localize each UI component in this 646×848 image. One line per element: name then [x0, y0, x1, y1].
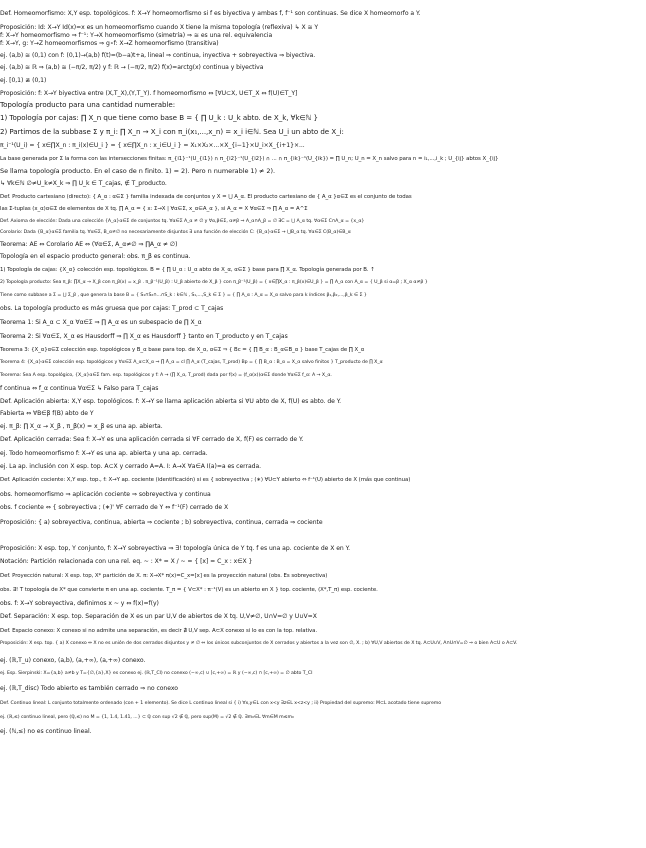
- note-line: Teorema 1: Si A_α ⊂ X_α ∀α∈Σ ⇒ ∏ A_α es un subespacio de ∏ X_α: [0, 319, 202, 326]
- note-line: Corolario: Dada {B_α}α∈Σ familia tq. ∀α∈Σ, B_α≠∅ no necesariamente disjuntos ∃ una función de elección C: {B_α}α∈Σ → ⋃B_α tq. ∀α∈Σ C(B_α)∈B_α: [0, 230, 351, 235]
- note-line: La base generada por Σ la forma con las intersecciones finitas: π_{i1}⁻¹(U_{i1}) ∩ π_{i2}⁻¹(U_{i2}) ∩ ... ∩ π_{ik}⁻¹(U_{ik}) = ∏ U_n; U_n = X_n salvo para n = i₁,...,i_k ; U_{ij} abtos X_{ij}: [0, 156, 499, 162]
- note-line: Def. Producto cartesiano (directo): { A_α : α∈Σ } familia indexada de conjuntos y X = ⋃ A_α. El producto cartesiano de { A_α }α∈Σ es el conjunto de todas: [0, 194, 412, 200]
- note-line: ej. La ap. inclusión con X esp. top. A⊂X y cerrado A=Ā. I: A→X ∀a∈A I(a)=a es cerrada.: [0, 463, 262, 470]
- note-line: Notación: Partición relacionada con una rel. eq. ~ : X* = X / ~ = { [x] = C_x : x∈X }: [0, 558, 253, 565]
- note-line: ej. Esp. Sierpinski: X={a,b} a≠b y T={∅,{a},X} es conexo ej. (ℝ,T_CI) no conexo (−∞,c) ∪ [c,+∞) = ℝ y (−∞,c) ∩ [c,+∞) = ∅ abto T_CI: [0, 671, 313, 676]
- note-line: ej. (ℝ,T_u) conexo, (a,b), (a,+∞), (a,+∞) conexo.: [0, 657, 146, 664]
- note-line: Def. Separación: X esp. top. Separación de X es un par U,V de abiertos de X tq. U,V≠∅, U∩V=∅ y U∪V=X: [0, 613, 317, 620]
- note-line: Teorema 3: {X_α}α∈Σ colección esp. topológicos y B_α base para top. de X_α, α∈Σ ⇒ { Bc = { ∏ B_α : B_α∈B_α } base T_cajas de ∏ X_α: [0, 347, 365, 353]
- note-line: ej. (ℝ,T_disc) Todo abierto es también cerrado ⇒ no conexo: [0, 685, 178, 692]
- note-line: 1) Topología de cajas: {X_α} colección esp. topológicos. B = { ∏ U_α : U_α abto de X_α, α∈Σ } base para ∏ X_α. Topología generada por B. ↑: [0, 267, 375, 273]
- note-line: Def. Proyección natural: X esp. top, X* partición de X. π: X→X* π(x)=C_x=[x] es la proyección natural (obs. Es sobreyectiva): [0, 573, 328, 579]
- note-line: Teorema 2: Si ∀α∈Σ, X_α es Hausdorff ⇒ ∏ X_α es Hausdorff } tanto en T_producto y en T_cajas: [0, 333, 288, 340]
- note-line: ↳ ∀k∈ℕ ∅≠U_k≠X_k ⇒ ∏ U_k ∈ T_cajas, ∉ T_producto.: [0, 180, 167, 187]
- note-line: Teorema: Sea A esp. topológico, {X_α}α∈Σ fam. esp. topológicos y f: A → (∏ X_α, T_prod) dada por f(x) = (f_α(x))α∈Σ donde ∀α∈Σ f_α: A → X_α.: [0, 373, 332, 378]
- note-line: Def. Axioma de elección: Dada una colección {A_α}α∈Σ de conjuntos tq. ∀α∈Σ A_α ≠ ∅ y ∀α,β∈Σ, α≠β ⇒ A_α∩A_β = ∅ ∃C = ⋃ A_α tq. ∀α∈Σ C∩A_α = {x_α}: [0, 219, 365, 224]
- note-line: obs. La topología producto es más gruesa que por cajas: T_prod ⊂ T_cajas: [0, 305, 224, 312]
- note-line: Tiene como subbase a Σ = ⋃ Σ_β , que genera la base B = { S₁∩S₂∩...∩S_k : k∈ℕ , S₁,...,S_k ∈ Σ } = { ∏ A_α : A_α = X_α salvo para k índices β₁,β₂,...,β_k ∈ Σ }: [0, 293, 367, 298]
- note-line: Teorema: AE ⇔ Corolario AE ⇔ (∀α∈Σ, A_α≠∅ ⇒ ∏A_α ≠ ∅): [0, 241, 178, 248]
- note-line: ej. (ℕ,≤) no es continuo lineal.: [0, 728, 92, 735]
- note-line: ej. (a,b) ≅ ℝ ⇒ (a,b) ≅ (−π/2, π/2) y f: ℝ → (−π/2, π/2) f(x)=arctg(x) continua y biyectiva: [0, 64, 264, 71]
- note-line: Proposición: f: X→Y biyectiva entre (X,T_X),(Y,T_Y). f homeomorfismo ⇔ [∀U⊂X, U∈T_X ⇔ f(U)∈T_Y]: [0, 90, 298, 97]
- note-line: obs. f: X→Y sobreyectiva, definimos x ~ y ⇔ f(x)=f(y): [0, 600, 159, 607]
- note-line: ej. Todo homeomorfismo f: X→Y es una ap. abierta y una ap. cerrada.: [0, 450, 208, 457]
- note-line: Def. Espacio conexo: X conexo si no admite una separación, es decir ∄ U,V sep. A⊂X conexo si lo es con la top. relativa.: [0, 628, 318, 634]
- note-line: Teorema 4: {X_α}α∈Σ colección esp. topológicos y ∀α∈Σ A_α⊂X_α ⇒ ∏ Ā_α = cl ∏ A_α (T_cajas, T_prod) Bp = { ∏ B_α : B_α = X_α salvo finitos } T_producto de ∏ X_α: [0, 360, 383, 365]
- note-line: obs. homeomorfismo ⇒ aplicación cociente ⇒ sobreyectiva y continua: [0, 491, 211, 498]
- note-line: Topología en el espacio producto general: obs. π_β es continua.: [0, 253, 191, 260]
- note-line: Def. Homeomorfismo: X,Y esp. topológicos. f: X→Y homeomorfismo si f es biyectiva y ambas f, f⁻¹ son continuas. Se dice X homeomorfo a Y.: [0, 10, 421, 17]
- note-line: Def. Aplicación abierta: X,Y esp. topológicos. f: X→Y se llama aplicación abierta si ∀U abto de X, f(U) es abto. de Y.: [0, 398, 342, 405]
- note-line: ej. π_β: ∏ X_α → X_β , π_β(x) = x_β es una ap. abierta.: [0, 423, 163, 430]
- note-line: obs. ∃! T topología de X* que convierte π en una ap. cociente. T_π = { V⊂X* : π⁻¹(V) es un abierto en X } top. cociente, (X*,T_π) esp. cociente.: [0, 587, 378, 593]
- note-line: f: X→Y homeomorfismo ⇒ f⁻¹: Y→X homeomorfismo (simetría) ⇒ ≅ es una rel. equivalencia: [0, 32, 273, 39]
- note-line: Proposición: X esp. top, Y conjunto, f: X→Y sobreyectiva ⇒ ∃! topología única de Y tq. f es una ap. cociente de X en Y.: [0, 545, 350, 552]
- note-line: f continua ⇔ f_α continua ∀α∈Σ ↳ Falso para T_cajas: [0, 385, 159, 392]
- note-line: ej. [0,1) ≇ (0,1): [0, 77, 47, 84]
- note-line: obs. f cociente ⇔ { sobreyectiva ; (∗)' ∀F cerrado de Y ⇔ f⁻¹(F) cerrado de X: [0, 504, 229, 511]
- note-line: Fabierta ⇔ ∀B∈β f(B) abto de Y: [0, 410, 94, 417]
- note-line: f: X→Y, g: Y→Z homeomorfismos ⇒ g∘f: X→Z homeomorfismo (transitiva): [0, 40, 219, 47]
- note-line: Topología producto para una cantidad numerable:: [0, 101, 176, 109]
- note-line: Def. Continuo lineal: L conjunto totalmente ordenado (con + 1 elemento). Se dice L continuo lineal si { i) ∀x,y∈L con x<y ∃z∈L x<z<y ; ii) Propiedad del supremo: M⊂L acotado tiene supremo: [0, 701, 442, 706]
- note-line: ej. (a,b) ≅ (0,1) con f: (0,1)→(a,b) f(t)=(b−a)t+a, lineal ⇒ continua, inyectiva + sobreyectiva ⇒ biyectiva.: [0, 52, 316, 59]
- note-line: Def. Aplicación cociente: X,Y esp. top., f: X→Y ap. cociente (identificación) si es { sobreyectiva ; (∗) ∀U⊂Y abierto ⇔ f⁻¹(U) abierto de X (más que continua): [0, 477, 411, 483]
- note-line: 2) Topología producto: Sea π_β: ∏X_α → X_β con π_β(x) = x_β . π_β⁻¹(U_β) : U_β abierto de X_β } con π_β⁻¹(U_β) = { x∈∏X_α : π_β(x)∈U_β } = ∏ A_α con A_α = { U_β si α=β ; X_α α≠β }: [0, 280, 428, 285]
- note-line: Se llama topología producto. En el caso de n finito. 1) = 2). Pero n numerable 1) ≠ 2).: [0, 167, 276, 175]
- note-line: Def. Aplicación cerrada: Sea f: X→Y es una aplicación cerrada si ∀F cerrado de X, f(F) es cerrado de Y.: [0, 436, 304, 443]
- note-line: 1) Topología por cajas: ∏ X_n que tiene como base B = { ∏ U_k : U_k abto. de X_k, ∀k∈ℕ }: [0, 114, 318, 122]
- note-line: 2) Partimos de la subbase Σ y π_i: ∏ X_n → X_i con π_i(x₁,...,x_n) = x_i i∈ℕ. Sea U_i un abto de X_i:: [0, 128, 344, 136]
- note-line: Proposición: Id: X→Y Id(x)=x es un homeomorfismo cuando X tiene la misma topología (reflexiva) ↳ X ≅ Y: [0, 24, 319, 31]
- note-line: π_i⁻¹(U_i) = { x∈∏X_n : π_i(x)∈U_i } = { x∈∏X_n : x_i∈U_i } = X₁×X₂×...×X_{i−1}×U_i×X_{i+1}×...: [0, 142, 305, 149]
- note-line: ej. (ℝ,≤) continuo lineal, pero (ℚ,≤) no M = {1, 1.4, 1.41, ...} ⊂ ℚ con sup √2 ∉ ℚ, pero sup(M) = √2 ∉ ℚ. ∃m₀∈L ∀m∈M m≤m₀: [0, 715, 294, 720]
- note-line: Proposición: { a) sobreyectiva, continua, abierta ⇒ cociente ; b) sobreyectiva, continua, cerrada ⇒ cociente: [0, 519, 323, 526]
- note-line: las Σ-tuplas (x_α)α∈Σ de elementos de X tq. ∏ A_α = { x: Σ→X | ∀α∈Σ, x_α∈A_α }, si A_α = X ∀α∈Σ ⇒ ∏ A_α = A^Σ: [0, 206, 308, 212]
- note-line: Proposición: X esp. top. { a) X conexo ⇔ X no es unión de dos cerrados disjuntos y ≠ ∅ ⇔ los únicos subconjuntos de X cerrados y abiertos a la vez son ∅, X. ; b) ∀U,V abiertos de X tq. A⊂U∪V, A∩U∩V=∅ ⇒ o bien A⊂U o A⊂V.: [0, 641, 518, 646]
